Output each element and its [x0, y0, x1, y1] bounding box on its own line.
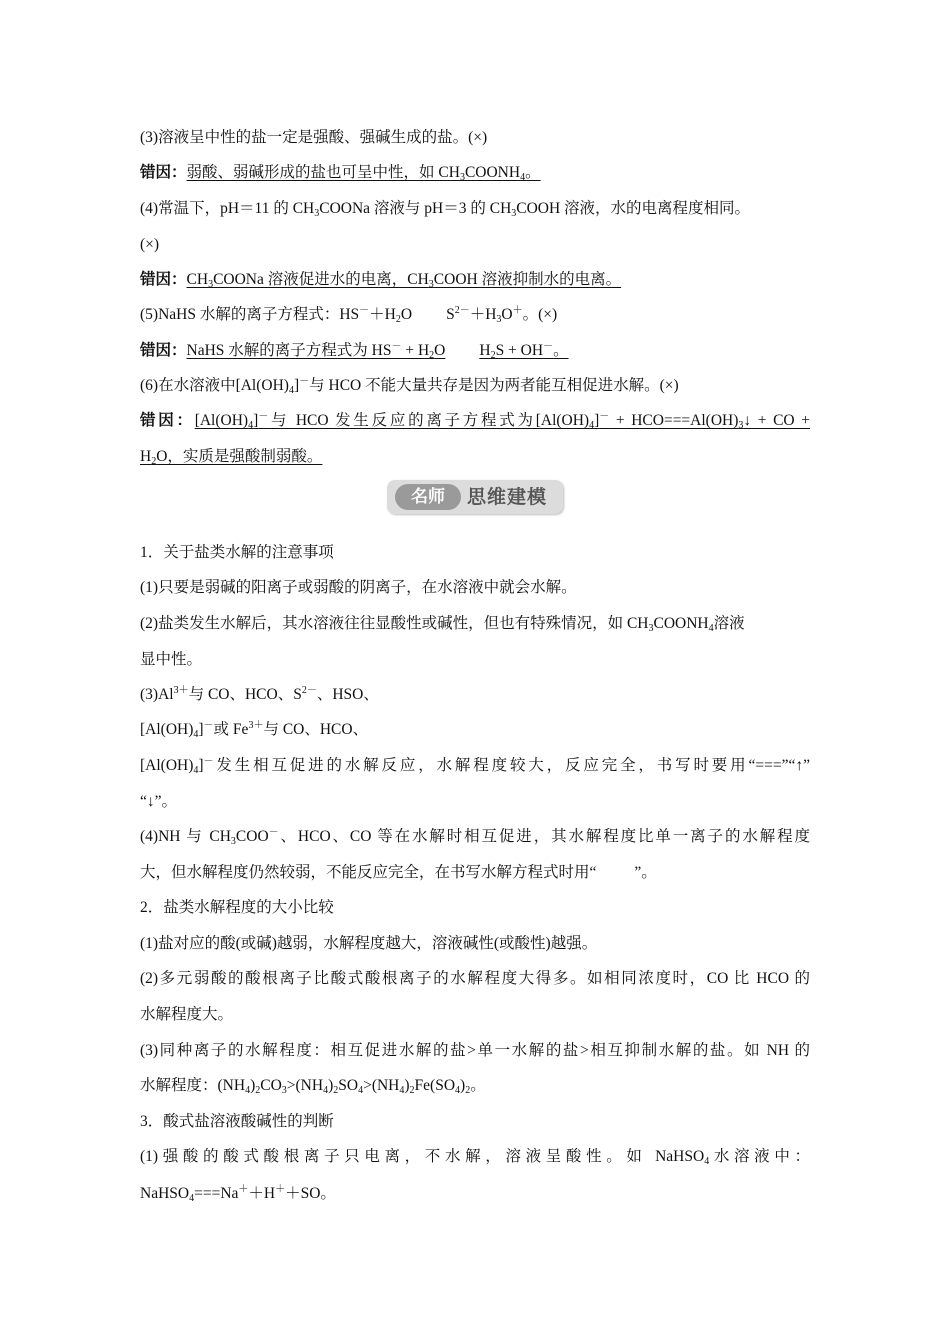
s1-p3: $(3)Al^{3+}$与 CO、HCO、$S^{2-}$、HSO、: [140, 685, 379, 703]
s3-p1: (1)强酸的酸式酸根离子只电离，不水解，溶液呈酸性。如 NaHSO$_4$水溶液中：: [140, 1148, 810, 1167]
section-banner: [387, 480, 563, 514]
s2-p1: (1)盐对应的酸(或碱)越弱，水解程度越大，溶液碱性(或酸性)越强。: [140, 935, 598, 952]
section-1-title: 1．关于盐类水解的注意事项: [140, 544, 334, 561]
error-3: 错因：弱酸、弱碱形成的盐也可呈中性，如 $CH_3COONH_4$。: [140, 164, 541, 183]
banner-tag: 名师: [395, 484, 461, 510]
section-2-title: 2．盐类水解程度的大小比较: [140, 899, 334, 916]
item-4: (4)常温下，pH＝11 的 $CH_3COONa$ 溶液与 pH＝3 的 $CH_3COOH$ 溶液，水的电离程度相同。: [140, 200, 751, 219]
s2-p2-cont: 水解程度大。: [140, 1006, 234, 1023]
section-3-title: 3．酸式盐溶液酸碱性的判断: [140, 1113, 334, 1130]
s1-p3-line3: $[Al(OH)_4]^-$发生相互促进的水解反应，水解程度较大，反应完全，书写时要用“===”“↑”: [140, 756, 810, 776]
item-3: (3)溶液呈中性的盐一定是强酸、强碱生成的盐。(×): [140, 129, 488, 146]
s1-p1: (1)只要是弱碱的阳离子或弱酸的阴离子，在水溶液中就会水解。: [140, 579, 577, 596]
banner-title: 思维建模: [467, 486, 548, 508]
s1-p2-cont: 显中性。: [140, 651, 203, 668]
s1-p4: (4)NH 与 $CH_3COO^-$、HCO、CO 等在水解时相互促进，其水解程度比单一离子的水解程度: [140, 827, 810, 847]
item-6: (6)在水溶液中$[Al(OH)_4]^-$与 HCO 不能大量共存是因为两者能互相促进水解。(×): [140, 376, 679, 396]
item-4-mark: (×): [140, 236, 160, 253]
s2-p3-cont: 水解程度：$(NH_4)_2CO_3>(NH_4)_2SO_4>(NH_4)_2Fe(SO_4)_2$。: [140, 1077, 486, 1096]
s1-p3-line4: “↓”。: [140, 793, 178, 810]
error-5: 错因：NaHS 水解的离子方程式为 $HS^- + H_2O$ $H_2S + OH^-$。: [140, 341, 569, 361]
s3-p1-cont: NaHSO$_4$===Na＋＋H＋＋SO。: [140, 1184, 336, 1204]
s2-p2: (2)多元弱酸的酸根离子比酸式酸根离子的水解程度大得多。如相同浓度时，CO 比 HCO 的: [140, 970, 810, 987]
s2-p3: (3)同种离子的水解程度：相互促进水解的盐>单一水解的盐>相互抑制水解的盐。如 NH 的: [140, 1042, 810, 1059]
error-6: 错因：$[Al(OH)_4]^-$与 HCO 发生反应的离子方程式为$[Al(OH)_4]^-$ + $HCO===Al(OH)_3↓$ + CO +: [140, 411, 810, 431]
error-6-cont: $H_2O$，实质是强酸制弱酸。: [140, 448, 323, 467]
s1-p3-line2: $[Al(OH)_4]^-$或 $Fe^{3+}$与 CO、HCO、: [140, 720, 369, 740]
s1-p2: (2)盐类发生水解后，其水溶液往往显酸性或碱性，但也有特殊情况，如 $CH_3COONH_4$溶液: [140, 615, 745, 634]
s1-p4-cont: 大，但水解程度仍然较弱，不能反应完全，在书写水解方程式时用“ ”。: [140, 864, 657, 881]
item-5: (5)NaHS 水解的离子方程式：$HS^-+H_2O$ $S^{2-}+H_3O^+$。(×): [140, 305, 558, 325]
error-4: 错因：$CH_3COONa$ 溶液促进水的电离，$CH_3COOH$ 溶液抑制水的电离。: [140, 271, 622, 290]
